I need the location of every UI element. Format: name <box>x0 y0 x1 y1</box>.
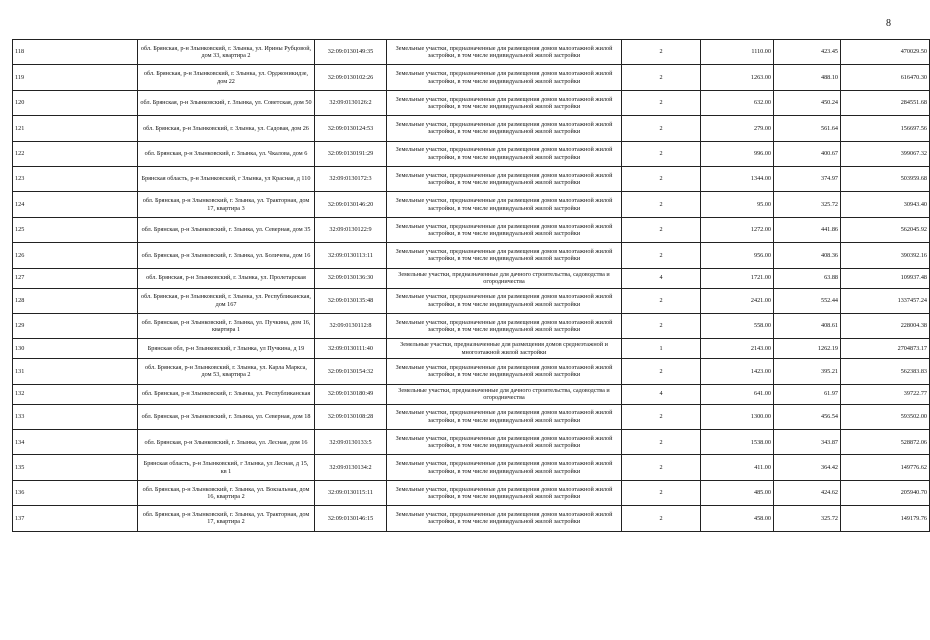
specific-value-cell: 61.97 <box>774 384 841 404</box>
page-number: 8 <box>886 18 891 29</box>
purpose-cell: Земельные участки, предназначенные для размещения домов малоэтажной жилой застройки, в том числе индивидуальной жилой застройки <box>387 65 622 90</box>
cadastral-number-cell: 32:09:0130122:9 <box>315 217 387 242</box>
cadastral-number-cell: 32:09:0130113:11 <box>315 243 387 268</box>
cadastral-value-cell: 616470.30 <box>841 65 930 90</box>
category-cell: 2 <box>622 217 701 242</box>
cadastral-value-cell: 390392.16 <box>841 243 930 268</box>
cadastral-value-cell: 562383.83 <box>841 359 930 384</box>
row-number-cell: 123 <box>13 166 138 191</box>
table-row <box>13 65 930 90</box>
specific-value-cell: 408.61 <box>774 313 841 338</box>
specific-value-cell: 488.10 <box>774 65 841 90</box>
table-row <box>13 90 930 115</box>
address-cell: обл. Брянская, р-н Злынковский, г. Злынка, ул. Северная, дом 35 <box>138 217 315 242</box>
category-cell: 2 <box>622 480 701 505</box>
category-cell: 4 <box>622 268 701 288</box>
purpose-cell: Земельные участки, предназначенные для размещения домов малоэтажной жилой застройки, в том числе индивидуальной жилой застройки <box>387 90 622 115</box>
specific-value-cell: 395.21 <box>774 359 841 384</box>
purpose-cell: Земельные участки, предназначенные для размещения домов малоэтажной жилой застройки, в том числе индивидуальной жилой застройки <box>387 243 622 268</box>
table-row <box>13 288 930 313</box>
land-plots-table <box>12 39 930 532</box>
row-number-cell: 127 <box>13 268 138 288</box>
address-cell: обл. Брянская, р-н Злынковский, г. Злынка, ул. Боличева, дом 16 <box>138 243 315 268</box>
address-cell: обл. Брянская, р-н Злынковский, г. Злынка, ул. Республиканская, дом 167 <box>138 288 315 313</box>
address-cell: обл. Брянская, р-н Злынковский, г. Злынка, ул. Тракторная, дом 17, квартира 2 <box>138 506 315 531</box>
purpose-cell: Земельные участки, предназначенные для размещения домов малоэтажной жилой застройки, в том числе индивидуальной жилой застройки <box>387 455 622 480</box>
area-cell: 2143.00 <box>701 339 774 359</box>
specific-value-cell: 1262.19 <box>774 339 841 359</box>
row-number-cell: 126 <box>13 243 138 268</box>
row-number-cell: 135 <box>13 455 138 480</box>
cadastral-number-cell: 32:09:0130146:15 <box>315 506 387 531</box>
specific-value-cell: 423.45 <box>774 40 841 65</box>
cadastral-value-cell: 205940.70 <box>841 480 930 505</box>
cadastral-value-cell: 470029.50 <box>841 40 930 65</box>
table-row <box>13 359 930 384</box>
row-number-cell: 118 <box>13 40 138 65</box>
specific-value-cell: 374.97 <box>774 166 841 191</box>
address-cell: обл. Брянская, р-н Злынковский, г. Злынка, ул. Лесная, дом 16 <box>138 430 315 455</box>
cadastral-number-cell: 32:09:0130102:26 <box>315 65 387 90</box>
area-cell: 1423.00 <box>701 359 774 384</box>
row-number-cell: 137 <box>13 506 138 531</box>
cadastral-number-cell: 32:09:0130136:30 <box>315 268 387 288</box>
address-cell: Брянская область, р-н Злынковский, г Злынка, ул Лесная, д 15, кв 1 <box>138 455 315 480</box>
category-cell: 2 <box>622 90 701 115</box>
table-row <box>13 506 930 531</box>
row-number-cell: 130 <box>13 339 138 359</box>
area-cell: 279.00 <box>701 116 774 141</box>
specific-value-cell: 424.62 <box>774 480 841 505</box>
category-cell: 2 <box>622 288 701 313</box>
specific-value-cell: 400.67 <box>774 141 841 166</box>
specific-value-cell: 325.72 <box>774 192 841 217</box>
cadastral-value-cell: 1337457.24 <box>841 288 930 313</box>
purpose-cell: Земельные участки, предназначенные для размещения домов малоэтажной жилой застройки, в том числе индивидуальной жилой застройки <box>387 480 622 505</box>
category-cell: 2 <box>622 141 701 166</box>
row-number-cell: 128 <box>13 288 138 313</box>
cadastral-number-cell: 32:09:0130149:35 <box>315 40 387 65</box>
cadastral-value-cell: 503959.68 <box>841 166 930 191</box>
table-row <box>13 404 930 429</box>
area-cell: 641.00 <box>701 384 774 404</box>
table-body <box>13 40 930 532</box>
table-row <box>13 430 930 455</box>
address-cell: обл. Брянская, р-н Злынковский, г. Злынка, ул. Ирины Рубцовой, дом 33, квартира 2 <box>138 40 315 65</box>
specific-value-cell: 408.36 <box>774 243 841 268</box>
address-cell: обл. Брянская, р-н Злынковский, г. Злынка, ул. Северная, дом 18 <box>138 404 315 429</box>
cadastral-number-cell: 32:09:0130135:48 <box>315 288 387 313</box>
cadastral-number-cell: 32:09:0130111:40 <box>315 339 387 359</box>
area-cell: 1110.00 <box>701 40 774 65</box>
purpose-cell: Земельные участки, предназначенные для размещения домов малоэтажной жилой застройки, в том числе индивидуальной жилой застройки <box>387 288 622 313</box>
specific-value-cell: 552.44 <box>774 288 841 313</box>
address-cell: обл. Брянская, р-н Злынковский, г. Злынка, ул. Садовая, дом 26 <box>138 116 315 141</box>
cadastral-number-cell: 32:09:0130126:2 <box>315 90 387 115</box>
category-cell: 1 <box>622 339 701 359</box>
table-row <box>13 268 930 288</box>
table-row <box>13 192 930 217</box>
row-number-cell: 134 <box>13 430 138 455</box>
cadastral-value-cell: 2704873.17 <box>841 339 930 359</box>
row-number-cell: 121 <box>13 116 138 141</box>
cadastral-value-cell: 39722.77 <box>841 384 930 404</box>
address-cell: обл. Брянская, р-н Злынковский, г. Злынка, ул. Карла Маркса, дом 53, квартира 2 <box>138 359 315 384</box>
row-number-cell: 124 <box>13 192 138 217</box>
area-cell: 411.00 <box>701 455 774 480</box>
cadastral-value-cell: 228004.38 <box>841 313 930 338</box>
category-cell: 2 <box>622 243 701 268</box>
category-cell: 2 <box>622 313 701 338</box>
specific-value-cell: 456.54 <box>774 404 841 429</box>
purpose-cell: Земельные участки, предназначенные для дачного строительства, садоводства и огородничества <box>387 384 622 404</box>
cadastral-value-cell: 149776.62 <box>841 455 930 480</box>
address-cell: обл. Брянская, р-н Злынковский, г. Злынка, ул. Чкалова, дом 6 <box>138 141 315 166</box>
area-cell: 1344.00 <box>701 166 774 191</box>
table-row <box>13 40 930 65</box>
address-cell: обл. Брянская, р-н Злынковский, г. Злынка, ул. Тракторная, дом 17, квартира 3 <box>138 192 315 217</box>
area-cell: 996.00 <box>701 141 774 166</box>
purpose-cell: Земельные участки, предназначенные для размещения домов малоэтажной жилой застройки, в том числе индивидуальной жилой застройки <box>387 166 622 191</box>
table-row <box>13 455 930 480</box>
table-row <box>13 313 930 338</box>
row-number-cell: 136 <box>13 480 138 505</box>
address-cell: Брянская обл, р-н Злынковский, г Злынка, ул Пучкина, д 19 <box>138 339 315 359</box>
purpose-cell: Земельные участки, предназначенные для размещения домов малоэтажной жилой застройки, в том числе индивидуальной жилой застройки <box>387 359 622 384</box>
cadastral-value-cell: 30943.40 <box>841 192 930 217</box>
row-number-cell: 119 <box>13 65 138 90</box>
row-number-cell: 133 <box>13 404 138 429</box>
category-cell: 2 <box>622 65 701 90</box>
address-cell: Брянская область, р-н Злынковский, г Злынка, ул Красная, д 110 <box>138 166 315 191</box>
table-row <box>13 141 930 166</box>
address-cell: обл. Брянская, р-н Злынковский, г. Злынка, ул. Пролетарская <box>138 268 315 288</box>
specific-value-cell: 561.64 <box>774 116 841 141</box>
cadastral-number-cell: 32:09:0130115:11 <box>315 480 387 505</box>
table-row <box>13 243 930 268</box>
area-cell: 632.00 <box>701 90 774 115</box>
area-cell: 95.00 <box>701 192 774 217</box>
table-row <box>13 217 930 242</box>
category-cell: 2 <box>622 192 701 217</box>
address-cell: обл. Брянская, р-н Злынковский, г. Злынка, ул. Советская, дом 50 <box>138 90 315 115</box>
purpose-cell: Земельные участки, предназначенные для размещения домов среднеэтажной и многоэтажной жилой застройки <box>387 339 622 359</box>
address-cell: обл. Брянская, р-н Злынковский, г. Злынка, ул. Пучкина, дом 16, квартира 1 <box>138 313 315 338</box>
category-cell: 2 <box>622 404 701 429</box>
table-row <box>13 480 930 505</box>
row-number-cell: 131 <box>13 359 138 384</box>
category-cell: 2 <box>622 430 701 455</box>
purpose-cell: Земельные участки, предназначенные для размещения домов малоэтажной жилой застройки, в том числе индивидуальной жилой застройки <box>387 217 622 242</box>
area-cell: 1721.00 <box>701 268 774 288</box>
area-cell: 1538.00 <box>701 430 774 455</box>
table-row <box>13 116 930 141</box>
category-cell: 2 <box>622 166 701 191</box>
specific-value-cell: 364.42 <box>774 455 841 480</box>
cadastral-number-cell: 32:09:0130180:49 <box>315 384 387 404</box>
cadastral-number-cell: 32:09:0130108:28 <box>315 404 387 429</box>
area-cell: 558.00 <box>701 313 774 338</box>
cadastral-number-cell: 32:09:0130154:32 <box>315 359 387 384</box>
table-row <box>13 339 930 359</box>
cadastral-value-cell: 528872.06 <box>841 430 930 455</box>
area-cell: 2421.00 <box>701 288 774 313</box>
area-cell: 1263.00 <box>701 65 774 90</box>
purpose-cell: Земельные участки, предназначенные для дачного строительства, садоводства и огородничества <box>387 268 622 288</box>
cadastral-value-cell: 562045.92 <box>841 217 930 242</box>
category-cell: 2 <box>622 116 701 141</box>
row-number-cell: 129 <box>13 313 138 338</box>
category-cell: 2 <box>622 40 701 65</box>
area-cell: 1300.00 <box>701 404 774 429</box>
address-cell: обл. Брянская, р-н Злынковский, г. Злынка, ул. Вокзальная, дом 16, квартира 2 <box>138 480 315 505</box>
purpose-cell: Земельные участки, предназначенные для размещения домов малоэтажной жилой застройки, в том числе индивидуальной жилой застройки <box>387 192 622 217</box>
cadastral-value-cell: 109937.48 <box>841 268 930 288</box>
cadastral-value-cell: 149179.76 <box>841 506 930 531</box>
category-cell: 2 <box>622 455 701 480</box>
row-number-cell: 122 <box>13 141 138 166</box>
cadastral-number-cell: 32:09:0130133:5 <box>315 430 387 455</box>
address-cell: обл. Брянская, р-н Злынковский, г. Злынка, ул. Орджоникидзе, дом 22 <box>138 65 315 90</box>
cadastral-number-cell: 32:09:0130191:29 <box>315 141 387 166</box>
purpose-cell: Земельные участки, предназначенные для размещения домов малоэтажной жилой застройки, в том числе индивидуальной жилой застройки <box>387 40 622 65</box>
specific-value-cell: 450.24 <box>774 90 841 115</box>
specific-value-cell: 325.72 <box>774 506 841 531</box>
specific-value-cell: 441.86 <box>774 217 841 242</box>
purpose-cell: Земельные участки, предназначенные для размещения домов малоэтажной жилой застройки, в том числе индивидуальной жилой застройки <box>387 141 622 166</box>
specific-value-cell: 63.88 <box>774 268 841 288</box>
cadastral-value-cell: 399067.32 <box>841 141 930 166</box>
table-row <box>13 384 930 404</box>
address-cell: обл. Брянская, р-н Злынковский, г. Злынка, ул. Республиканская <box>138 384 315 404</box>
category-cell: 2 <box>622 359 701 384</box>
row-number-cell: 120 <box>13 90 138 115</box>
cadastral-number-cell: 32:09:0130124:53 <box>315 116 387 141</box>
table-row <box>13 166 930 191</box>
cadastral-value-cell: 156697.56 <box>841 116 930 141</box>
area-cell: 1272.00 <box>701 217 774 242</box>
purpose-cell: Земельные участки, предназначенные для размещения домов малоэтажной жилой застройки, в том числе индивидуальной жилой застройки <box>387 404 622 429</box>
category-cell: 2 <box>622 506 701 531</box>
cadastral-value-cell: 284551.68 <box>841 90 930 115</box>
cadastral-value-cell: 593502.00 <box>841 404 930 429</box>
row-number-cell: 132 <box>13 384 138 404</box>
cadastral-number-cell: 32:09:0130172:3 <box>315 166 387 191</box>
cadastral-number-cell: 32:09:0130134:2 <box>315 455 387 480</box>
purpose-cell: Земельные участки, предназначенные для размещения домов малоэтажной жилой застройки, в том числе индивидуальной жилой застройки <box>387 313 622 338</box>
cadastral-number-cell: 32:09:0130112:8 <box>315 313 387 338</box>
area-cell: 956.00 <box>701 243 774 268</box>
cadastral-number-cell: 32:09:0130146:20 <box>315 192 387 217</box>
category-cell: 4 <box>622 384 701 404</box>
purpose-cell: Земельные участки, предназначенные для размещения домов малоэтажной жилой застройки, в том числе индивидуальной жилой застройки <box>387 430 622 455</box>
area-cell: 485.00 <box>701 480 774 505</box>
purpose-cell: Земельные участки, предназначенные для размещения домов малоэтажной жилой застройки, в том числе индивидуальной жилой застройки <box>387 116 622 141</box>
row-number-cell: 125 <box>13 217 138 242</box>
purpose-cell: Земельные участки, предназначенные для размещения домов малоэтажной жилой застройки, в том числе индивидуальной жилой застройки <box>387 506 622 531</box>
area-cell: 458.00 <box>701 506 774 531</box>
specific-value-cell: 343.87 <box>774 430 841 455</box>
